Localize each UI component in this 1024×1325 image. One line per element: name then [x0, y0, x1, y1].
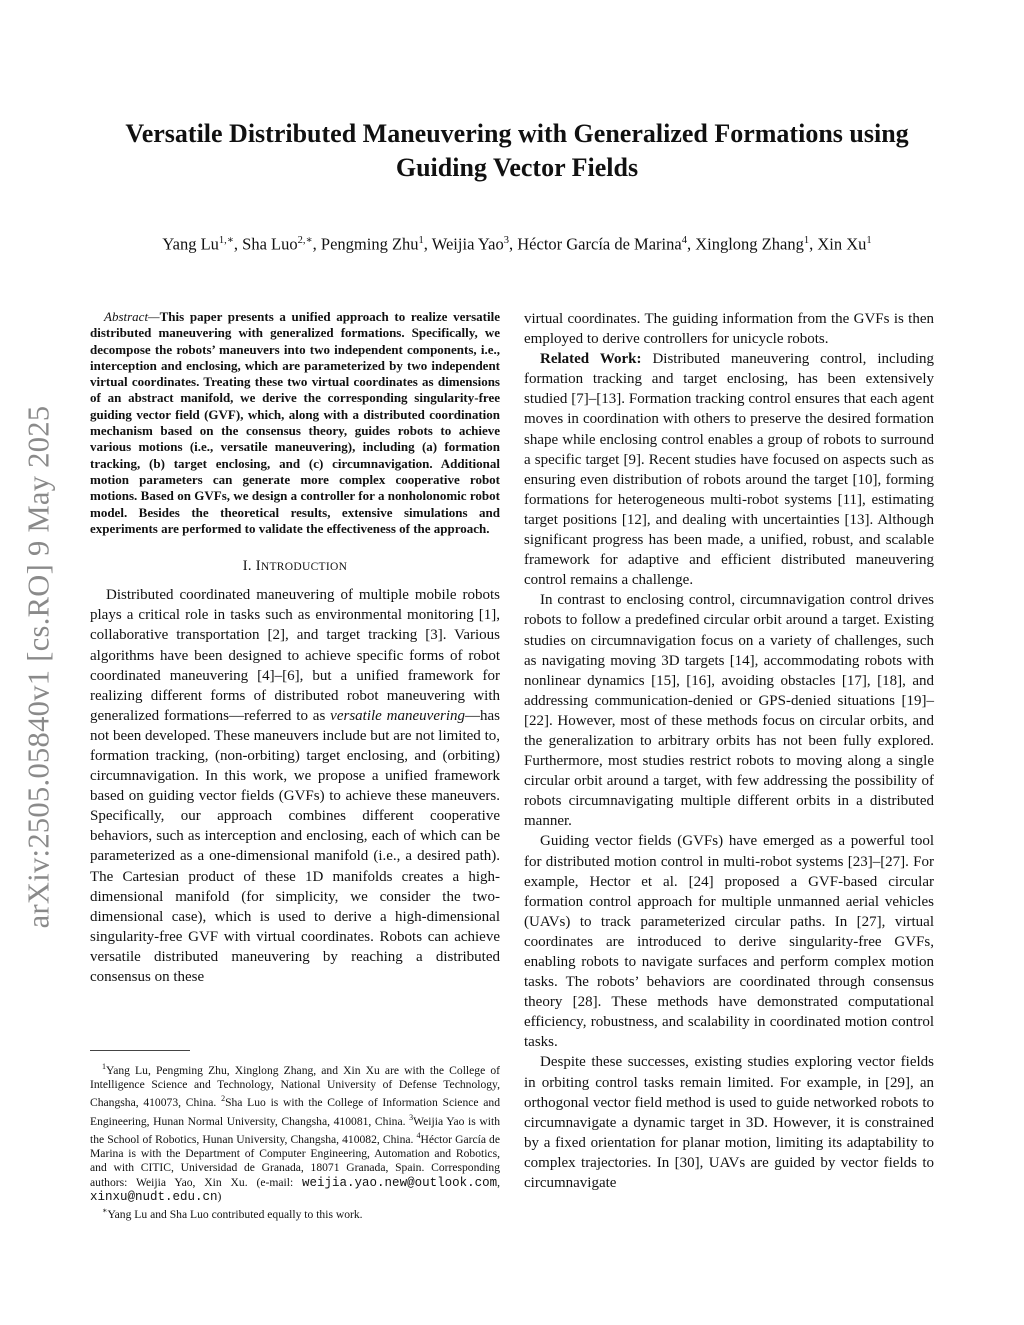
author-name: Pengming Zhu — [320, 234, 419, 254]
abstract — [90, 309, 500, 537]
section-numeral: I. — [242, 558, 256, 575]
author-affiliation: 1 — [866, 235, 872, 246]
footnotes — [90, 1060, 500, 1222]
intro-paragraph — [90, 585, 500, 987]
abstract-text: This paper presents a unified approach to realize versatile distributed maneuvering with generalized formations. Specifically, we decompose the robots’ maneuvers into two independent components, i.e., interception and enclosing, which are parameterized by two independent virtual coordinates. Treating these two virtual coordinates as dimensions of an abstract manifold, we derive the corresponding singularity-free guiding vector field (GVF), which, along with a distributed coordination mechanism based on the consensus theory, guides robots to achieve various motions (i.e., versatile maneuvering), including (a) formation tracking, (b) target enclosing, and (c) circumnavigation. Additional motion parameters can generate more complex cooperative robot motions. Based on GVFs, we design a controller for a nonholonomic robot model. Besides the theoretical results, extensive simulations and experiments are performed to validate the effectiveness of the approach. — [90, 309, 500, 536]
limitations-paragraph: Despite these successes, existing studies exploring vector fields in orbiting control tasks remain limited. For example, in [29], an orthogonal vector field method is used to guide networked robots to circumnavigate a dynamic target in 3D. However, it is constrained by a fixed orientation for planar motion, limiting its adaptability to complex trajectories. In [30], UAVs are guided by vector fields to circumnavigate — [524, 1054, 934, 1192]
section-initial: I — [255, 558, 261, 575]
circumnavigation-paragraph: In contrast to enclosing control, circumnavigation control drives robots to follow a predefined circular orbit around a target. Existing studies on circumnavigation focus on a variety of challenges, such as navigating moving 3D targets [14], accommodating robots with nonlinear dynamics [15], [16], avoiding obstacles [17], [18], and addressing communication-denied or GPS-denied situations [19]–[22]. However, most of these methods focus on circular orbits, and the generalization to arbitrary orbits has not been fully explored. Furthermore, most studies restrict robots to moving along a single circular orbit around a target, with few addressing the possibility of robots circumnavigating multiple different orbits in a distributed manner. — [524, 592, 934, 830]
related-work-text: Distributed maneuvering control, including formation tracking and target enclosing, has been extensively studied [7]–[13]. Formation tracking control ensures that each agent moves in coordination with others to preserve the desired formation shape while enclosing control enables a group of robots to surround a specific target [9]. Recent studies have focused on aspects such as ensuring even distribution of robots around the target [10], forming formations for heterogeneous multi-robot systems [11], estimating target positions [12], and dealing with uncertainties [13]. Although significant progress has been made, a unified, robust, and scalable framework for adaptive and efficient distributed maneuvering control remains a challenge. — [524, 351, 934, 589]
intro-emphasis: versatile maneuvering — [330, 707, 465, 724]
author-name: Weijia Yao — [431, 234, 504, 254]
section-heading-introduction — [90, 556, 500, 577]
footnote-text: Héctor García de Marina is with the Department of Computer Engineering, Automation and Robotics, and with CITIC, Universidad de Granada, 18071 Granada, Spain. Corresponding authors: Weijia Yao, Xin Xu. (e-mail: — [90, 1132, 500, 1189]
author-affiliation: 2,∗ — [297, 235, 313, 246]
footnote-mark: 1 — [102, 1062, 106, 1071]
email-link[interactable]: weijia.yao.new@outlook.com — [302, 1175, 498, 1190]
email-link[interactable]: xinxu@nudt.edu.cn — [90, 1189, 218, 1204]
paper-title: Versatile Distributed Maneuvering with Generalized Formations using Guiding Vector Fields — [125, 119, 909, 182]
author-affiliation: 1 — [418, 235, 424, 246]
footnote-text: Weijia Yao is with the School of Robotics, Hunan University, Changsha, 410082, China. — [90, 1114, 500, 1146]
author-affiliation: 1 — [803, 235, 810, 246]
footnote-text: Sha Luo is with the College of Information Science and Engineering, Hunan Normal University, Changsha, 410081, China. — [90, 1096, 501, 1128]
footnote-mark: 3 — [409, 1112, 414, 1122]
intro-continuation: virtual coordinates. The guiding information from the GVFs is then employed to derive controllers for unicycle robots. — [524, 311, 934, 348]
gvf-paragraph: Guiding vector fields (GVFs) have emerged as a powerful tool for distributed motion control in multi-robot systems [23]–[27]. For example, Hector et al. [24] proposed a GVF-based circular formation control approach for multiple unmanned aerial vehicles (UAVs) to track parameterized circular paths. In [27], virtual coordinates are introduced to derive singularity-free GVFs, enabling robots to navigate surfaces and perform complex motion tasks. The robots’ behaviors are coordinated through consensus theory [28]. These methods have demonstrated computational efficiency, robustness, and scalability in coordinated motion control tasks. — [524, 833, 934, 1051]
left-column — [90, 309, 500, 987]
intro-text: Distributed coordinated maneuvering of multiple mobile robots plays a critical role in tasks such as environmental monitoring [1], collaborative transportation [2], and target tracking [3]. Various algorithms have been designed to achieve specific forms of robot coordinated maneuvering [4]–[6], but a unified framework for realizing different forms of distributed robot maneuvering with generalized formations—referred to as — [90, 587, 500, 724]
author-name: Xinglong Zhang — [695, 234, 804, 254]
author-name: Héctor García de Marina — [517, 234, 682, 254]
author-name: Xin Xu — [817, 234, 867, 254]
affiliation-footnote — [90, 1060, 500, 1204]
author-affiliation: 3 — [503, 235, 509, 246]
intro-text-cont: —has not been developed. These maneuvers include but are not limited to, formation tracking, (non-orbiting) target enclosing, and (orbiting) circumnavigation. In this work, we propose a unified framework based on guiding vector fields (GVFs) to achieve these maneuvers. Specifically, our approach combines different cooperative behaviors, such as interception and enclosing, each of which can be parameterized as a one-dimensional manifold (i.e., a desired path). The Cartesian product of these 1D manifolds creates a high-dimensional manifold (for simplicity, we consider the two-dimensional case), which is used to derive a high-dimensional singularity-free GVF with virtual coordinates. Robots can achieve versatile distributed maneuvering by reaching a distributed consensus on these — [90, 707, 500, 986]
arxiv-stamp-text: arXiv:2505.05840v1 [cs.RO] 9 May 2025 — [21, 405, 56, 929]
footnote-text: Yang Lu and Sha Luo contributed equally to this work. — [107, 1207, 363, 1221]
related-work-paragraph — [524, 349, 934, 590]
footnote-close: ) — [217, 1189, 222, 1203]
footnote-rule — [90, 1050, 190, 1051]
section-title-rest: NTRODUCTION — [260, 561, 348, 574]
author-name: Sha Luo — [242, 234, 298, 254]
author-affiliation: 4 — [681, 235, 687, 246]
right-column — [524, 309, 934, 1193]
author-affiliation: 1,∗ — [218, 235, 234, 246]
footnote-mark: 4 — [416, 1130, 421, 1140]
footnote-separator: , — [497, 1175, 500, 1189]
equal-contribution-footnote — [90, 1204, 500, 1222]
footnote-text: Yang Lu, Pengming Zhu, Xinglong Zhang, and Xin Xu are with the College of Intelligence Science and Technology, National University of Defense Technology, Changsha, 410073, China. — [90, 1063, 500, 1110]
arxiv-stamp — [14, 372, 64, 962]
author-name: Yang Lu — [162, 234, 219, 254]
footnote-mark: 2 — [221, 1094, 226, 1104]
author-list: Yang $Lu^{1,∗}$, Sha Luo$^{2,∗}$, Pengming Zhu$^1$, Weijia Yao$^3$, Héctor García de Marina$^4$, Xinglong Zhang$^1$, Xin Xu$^1$ — [162, 234, 872, 254]
related-work-label: Related Work: — [540, 351, 642, 368]
abstract-label: Abstract— — [104, 309, 160, 324]
footnote-mark: ∗ — [102, 1206, 108, 1216]
